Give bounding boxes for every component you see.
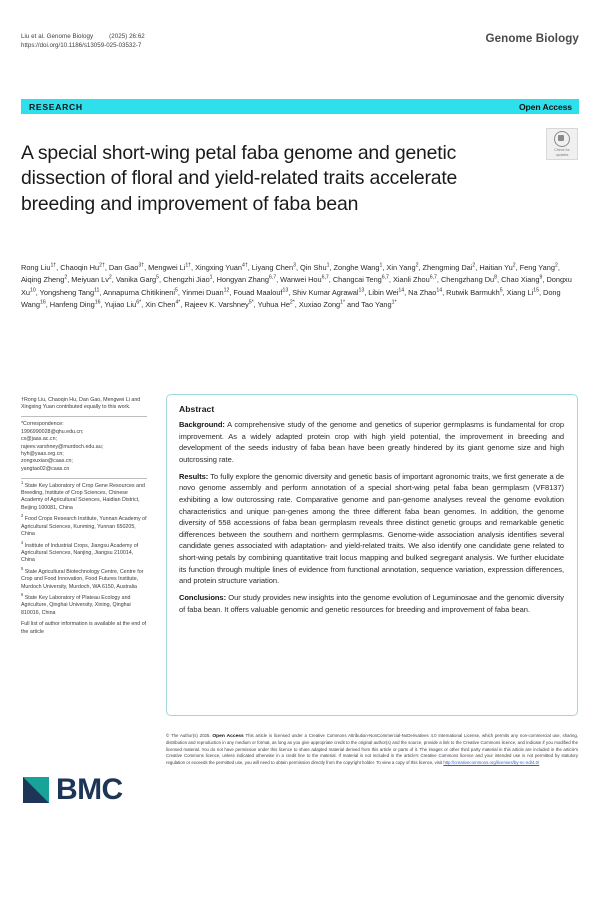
citation-volume: (2025) 26:62 bbox=[109, 33, 145, 40]
license-body: This article is licensed under a Creative Commons Attribution-NonCommercial-NoDerivatives 4.0 International License, which permits any non-commercial use, sharing, distribution and reproduction in any medium or format, as long as you give appropriate credit to the original author(s) and the source, provide a link to the Creative Commons licence, and indicate if you modified the licensed material. You do not have permission under this licence to share adapted material derived from this article or parts of it. The images or other third party material in this article are included in the article's Creative Commons licence, unless indicated otherwise in a credit line to the material. If material is not included in the article's Creative Commons licence and your intended use is not permitted by statutory regulation or exceeds the permitted use, you will need to obtain permission directly from the copyright holder. To view a copy of this licence, visit bbox=[166, 733, 578, 765]
affiliation-item: $^2$ Food Crops Research Institute, Yunnan Academy of Agricultural Sciences, Kunming, Yunnan 650205, China bbox=[21, 513, 147, 538]
list-item[interactable]: 1996990028@qhu.edu.cn; bbox=[21, 428, 84, 435]
list-item[interactable]: hyh@yaas.org.cn; bbox=[21, 450, 64, 457]
publisher-logo bbox=[23, 775, 123, 805]
abstract-section-text: Our study provides new insights into the genome evolution of Leguminosae and the genomic diversity of faba bean. It offers valuable genomic and genetic resources for breeding and improvement of faba bean. bbox=[179, 593, 564, 614]
crossmark-icon bbox=[554, 131, 570, 147]
crossmark-badge[interactable] bbox=[546, 128, 578, 160]
affiliations-block bbox=[21, 479, 147, 618]
abstract-section-text: To fully explore the genomic diversity and genetic basis of important agronomic traits, we first generate a de novo genome assembly and perform annotation of a special short-wing petal faba bean germplasm (VF8137) exhibiting a low outcrossing rate. Comparative genome and pan-genome analyses reveal the genome evolution characteristics and unique pan-genes among the three different faba bean genomes. In addition, the genome diversity of 558 accessions of faba bean germplasm reveals three distinct genetic groups and remarkable genetic differences between the southern and northern germplasms. Genome-wide association analysis identifies several candidate genes associated with adaptation- and yield-related traits. We also identify one candidate gene related to short-wing petals by combining quantitative trait locus mapping and bulked segregant analysis. We further elucidate its function through multiple lines of evidence from functional annotation, sequence variation, expression differences, and protein structure variation. bbox=[179, 471, 564, 586]
license-url-link[interactable]: http://creativecommons.org/licenses/by-nc-nd/4.0/ bbox=[443, 759, 540, 765]
abstract-section bbox=[179, 419, 564, 465]
abstract-section-text: A comprehensive study of the genome and genetics of superior germplasms is fundamental for crop improvement. As a widely adapted protein crop with high yield potential, the improvement in breeding and development of the seeds industry of faba bean have been greatly hindered by its giant genome size and high outcrossing rate. bbox=[179, 420, 564, 464]
abstract-sections bbox=[179, 419, 564, 616]
running-head bbox=[21, 33, 421, 49]
abstract-box bbox=[166, 394, 578, 716]
affiliation-item: $^1$ State Key Laboratory of Crop Gene Resources and Breeding, Institute of Crop Sciences, Chinese Academy of Agricultural Sciences, Haidian District, Beijing 100081, China bbox=[21, 479, 145, 511]
crossmark-caption bbox=[554, 148, 569, 157]
running-head-citation bbox=[21, 33, 421, 40]
doi-text[interactable]: https://doi.org/10.1186/s13059-025-03532-7 bbox=[21, 42, 142, 50]
bmc-mark-icon bbox=[23, 777, 49, 803]
affiliation-item: $^6$ State Key Laboratory of Plateau Ecology and Agriculture, Qinghai University, Xining, Qinghai 810016, China bbox=[21, 592, 131, 616]
list-item[interactable]: zongxuxiao@caas.cn; bbox=[21, 458, 73, 465]
list-item[interactable]: rajeev.varshney@murdoch.edu.au; bbox=[21, 443, 104, 450]
bmc-wordmark: BMC bbox=[56, 773, 123, 806]
citation-text: Liu et al. Genome Biology bbox=[21, 33, 94, 40]
correspondence-label: *Correspondence: bbox=[21, 421, 64, 428]
list-item[interactable]: cx@jaas.ac.cn; bbox=[21, 436, 57, 443]
correspondence-block bbox=[21, 421, 147, 473]
abstract-section bbox=[179, 592, 564, 615]
license-open-access-label: Open Access bbox=[212, 734, 244, 739]
full-author-list-note: Full list of author information is available at the end of the article bbox=[21, 621, 147, 635]
list-item[interactable]: yangtao02@caas.cn bbox=[21, 465, 70, 472]
open-access-label: Open Access bbox=[518, 101, 572, 112]
affiliation-item: $^5$ State Agricultural Biotechnology Centre, Centre for Crop and Food Innovation, Food Futures Institute, Murdoch University, Murdoch, WA 6150, Australia bbox=[21, 565, 144, 590]
article-type-label: RESEARCH bbox=[29, 101, 83, 112]
copyright-text: © The Author(s) 2025. bbox=[166, 733, 211, 738]
sidebar-divider-2 bbox=[21, 478, 147, 479]
abstract-section-label: Results: bbox=[179, 471, 209, 481]
crossmark-line1: Check for bbox=[554, 148, 570, 153]
page-title: A special short-wing petal faba genome and genetic dissection of floral and yield-related traits accelerate breeding and improvement of faba bean bbox=[21, 141, 458, 215]
affiliation-item: $^4$ Institute of Industrial Crops, Jiangsu Academy of Agricultural Sciences, Nanjing, Jiangsu 210014, China bbox=[21, 539, 139, 564]
correspondence-emails[interactable] bbox=[21, 429, 147, 473]
sidebar-divider-1 bbox=[21, 416, 147, 417]
author-notes-sidebar bbox=[21, 397, 147, 636]
abstract-heading: Abstract bbox=[179, 404, 215, 414]
journal-title: Genome Biology bbox=[485, 32, 579, 45]
abstract-section bbox=[179, 471, 564, 587]
author-list: Rong Liu$^{1\dagger}$, Chaoqin $Hu^{2\dagger}$, Dan Gao$^{3\dagger}$, Mengwei $Li^{1\dagger}$, Xingxing Yuan$^{4\dagger}$, Liyang Chen$^3$, Qin Shu$^1$, Zonghe Wang$^1$, Xin Yang$^2$, Zhengming Dai$^2$, Haitian Yu$^2$, Feng Yang$^2$, Aiqing Zheng$^2$, Meiyuan Lv$^2$, Vanika Garg$^5$, Chengzhi Jiao$^1$, Hongyan Zhang$^{6,7}$, Wanwei Hou$^{6,7}$, Changcai Teng$^{6,7}$, Xianli Zhou$^{6,7}$, Chengzhang Du$^8$, Chao Xiang$^9$, Dongxu Xu$^{10}$, Yongsheng Tang$^{11}$, Annapurna Chitikineni$^5$, Yinmei Duan$^{12}$, Fouad Maalouf$^{13}$, Shiv Kumar Agrawal$^{13}$, Libin Wei$^{14}$, Na Zhao$^{14}$, Rutwik Barmukh$^5$, Xiang Li$^{15}$, Dong Wang$^{16}$, Hanfeng Ding$^{16}$, Yujiao Liu$^{6*}$, Xin Chen$^{4*}$, Rajeev K. Varshney$^{5*}$, Yuhua $He^{2*}$, Xuxiao Zong$^{1*}$ and Tao Yang$^{1*}$ bbox=[21, 262, 572, 309]
equal-contribution-note: †Rong Liu, Chaoqin Hu, Dan Gao, Mengwei Li and Xingxing Yuan contributed equally to this work. bbox=[21, 397, 141, 411]
abstract-section-label: Background: bbox=[179, 420, 225, 429]
license-text bbox=[166, 733, 578, 766]
research-banner bbox=[21, 99, 579, 114]
crossmark-line2: updates bbox=[555, 152, 569, 157]
abstract-section-label: Conclusions: bbox=[179, 593, 227, 603]
